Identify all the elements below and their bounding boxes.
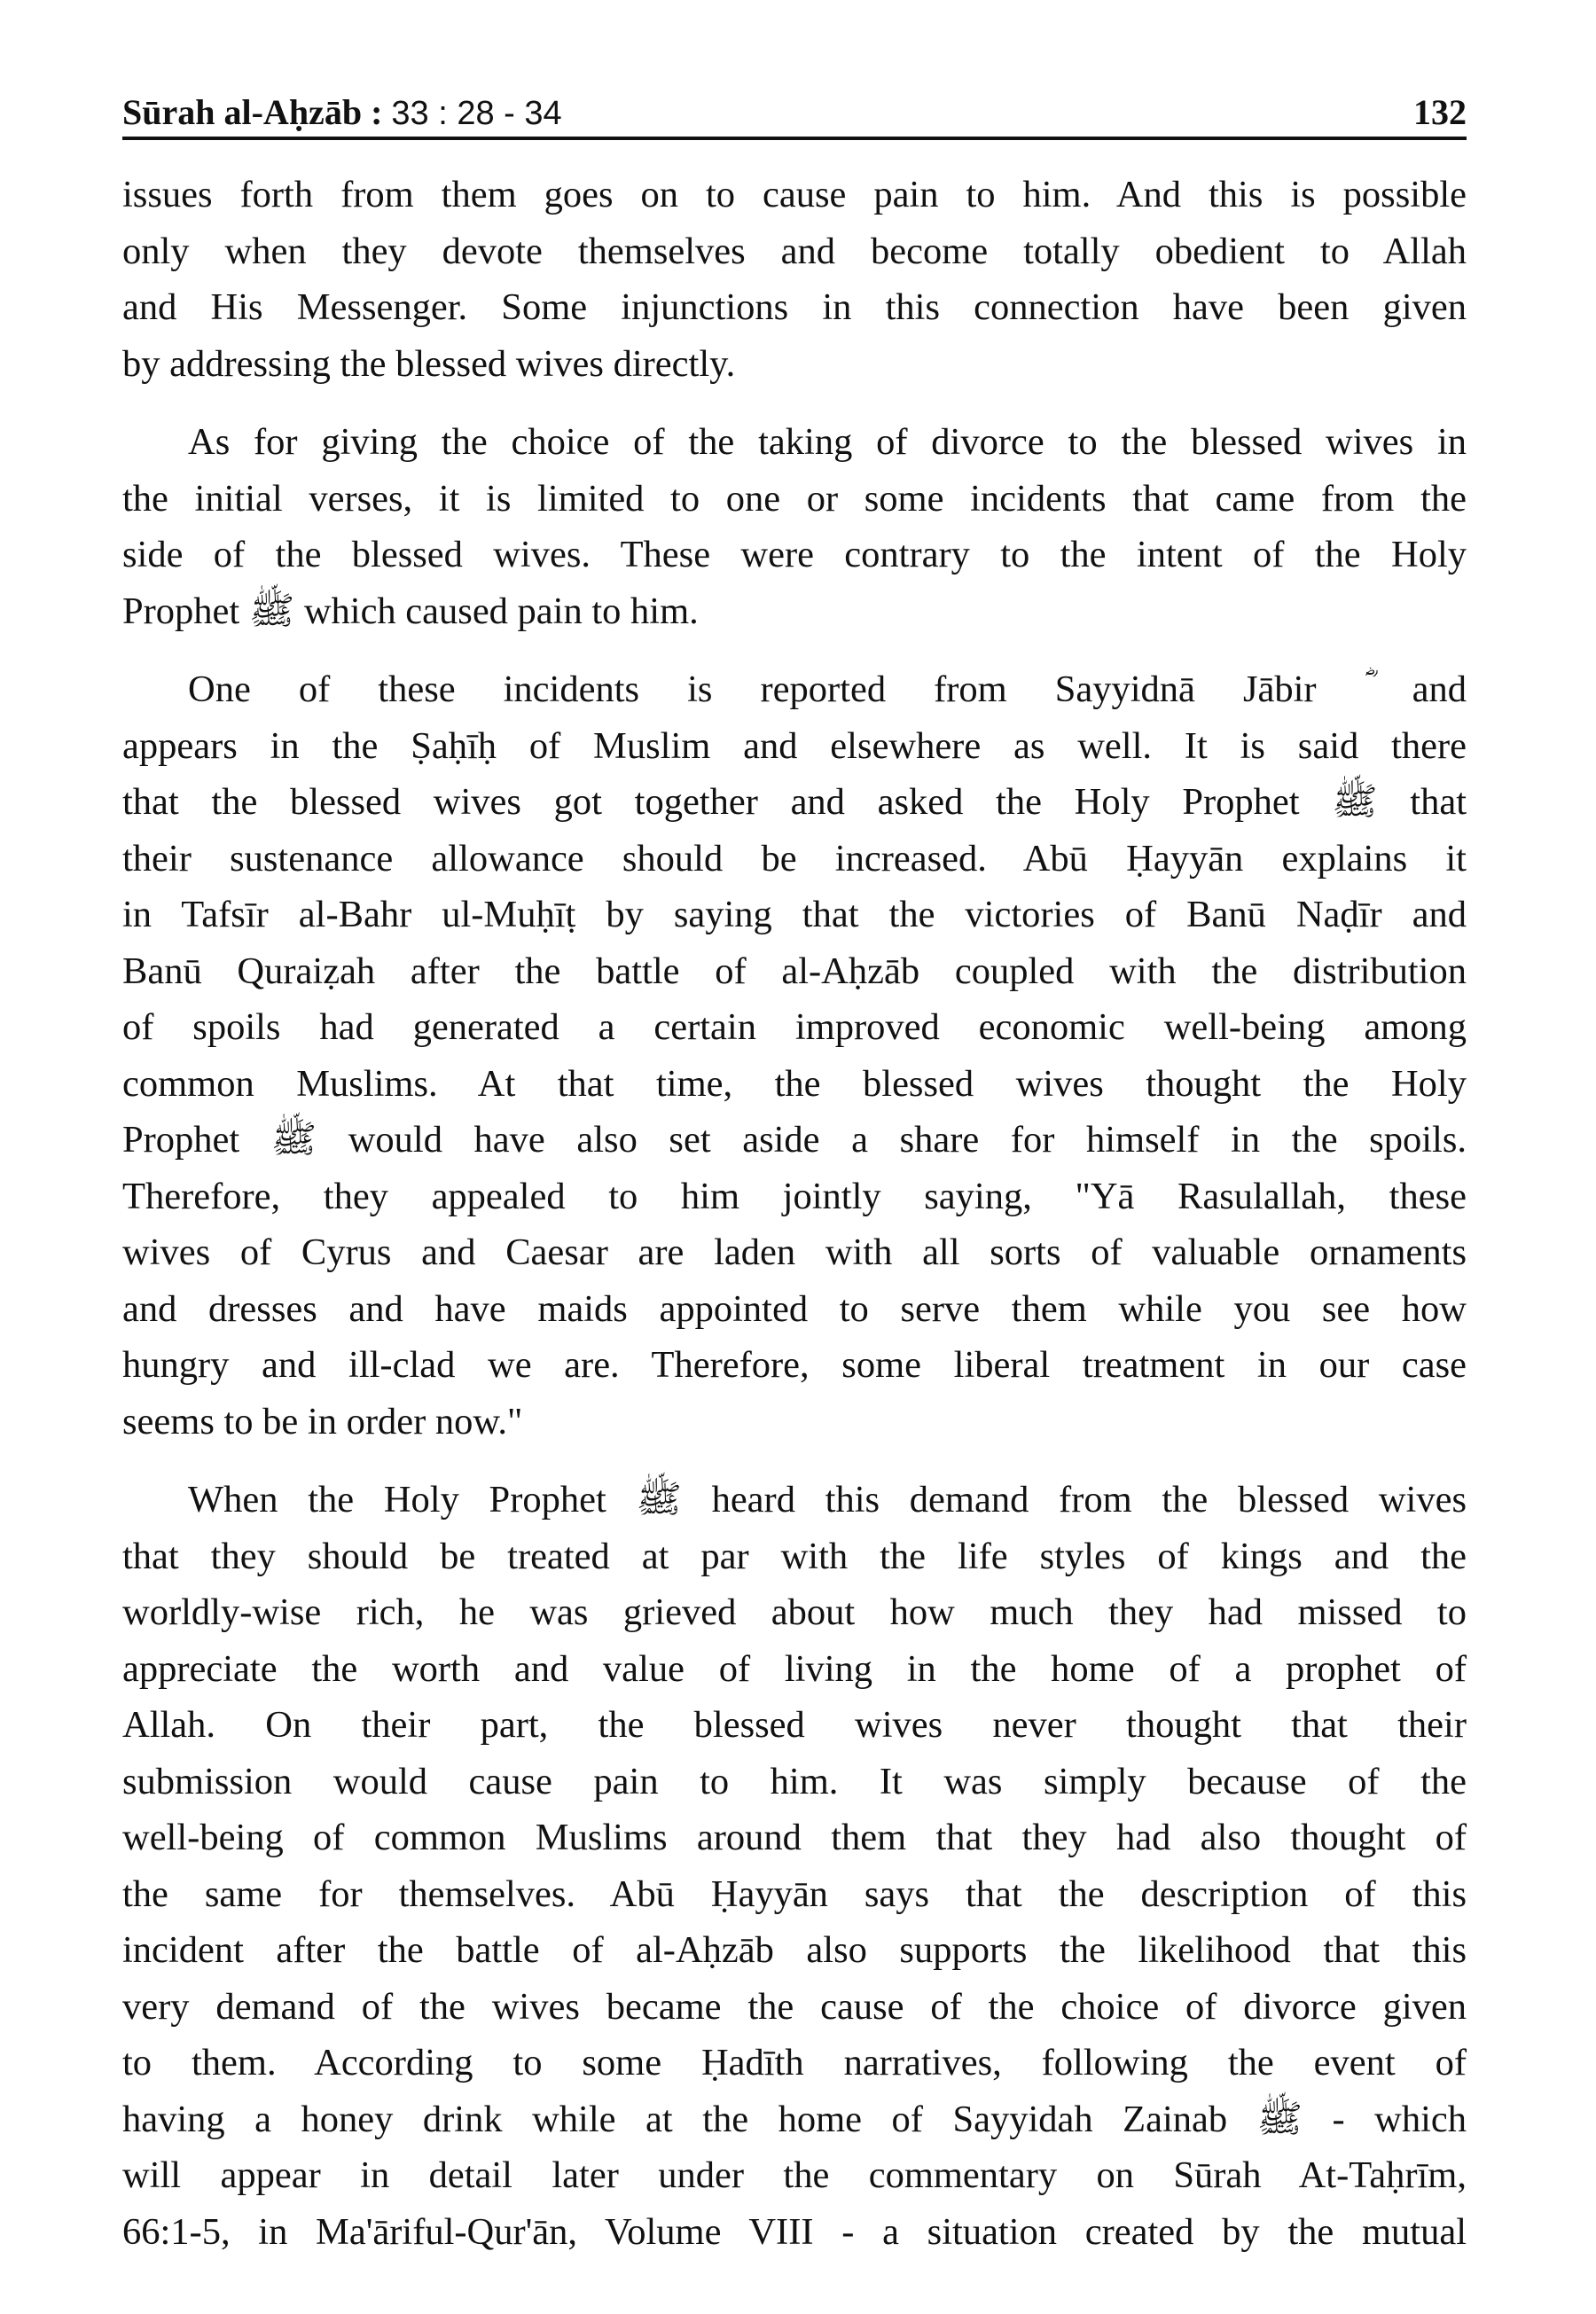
text-line: appreciate the worth and value of living in the home of a prophet of <box>122 1647 1467 1690</box>
text-line: the initial verses, it is limited to one or some incidents that came from the <box>122 477 1467 520</box>
text-line: in Tafsīr al-Bahr ul-Muḥīṭ by saying that the victories of Banū Naḍīr and <box>122 894 1467 935</box>
text-line: their sustenance allowance should be increased. Abū Ḥayyān explains it <box>122 837 1467 879</box>
paragraph-1 <box>122 167 1467 392</box>
text-line: and His Messenger. Some injunctions in this connection have been given <box>122 286 1467 328</box>
text-line: very demand of the wives became the cause of the choice of divorce given <box>122 1985 1467 2028</box>
text-line: incident after the battle of al-Aḥzāb also supports the likelihood that this <box>122 1929 1467 1971</box>
running-header <box>122 69 1467 133</box>
text-line: common Muslims. At that time, the blessed wives thought the Holy <box>122 1062 1467 1105</box>
text-line: wives of Cyrus and Caesar are laden with all sorts of valuable ornaments <box>122 1231 1467 1273</box>
text-line: that they should be treated at par with the life styles of kings and the <box>122 1535 1467 1577</box>
paragraph-3 <box>122 661 1467 1450</box>
text-line: that the blessed wives got together and asked the Holy Prophet ﷺ that <box>122 781 1467 823</box>
text-line: appears in the Ṣaḥīḥ of Muslim and elsewhere as well. It is said there <box>122 724 1467 767</box>
text-line: by addressing the blessed wives directly. <box>122 342 736 385</box>
paragraph-2 <box>122 414 1467 639</box>
text-line: Banū Quraiẓah after the battle of al-Aḥzāb coupled with the distribution <box>122 950 1467 992</box>
surah-title: Sūrah al-Aḥzāb <box>122 92 363 132</box>
text-line: side of the blessed wives. These were contrary to the intent of the Holy <box>122 534 1467 575</box>
text-line: well-being of common Muslims around them that they had also thought of <box>122 1817 1467 1858</box>
text-line: only when they devote themselves and become totally obedient to Allah <box>122 230 1467 272</box>
text-line: Prophet ﷺ would have also set aside a share for himself in the spoils. <box>122 1119 1467 1161</box>
text-line: Allah. On their part, the blessed wives never thought that their <box>122 1704 1467 1746</box>
text-line: submission would cause pain to him. It was simply because of the <box>122 1760 1467 1802</box>
header-left <box>122 91 562 133</box>
text-line: Therefore, they appealed to him jointly saying, "Yā Rasulallah, these <box>122 1175 1467 1217</box>
text-line: the same for themselves. Abū Ḥayyān says that the description of this <box>122 1872 1467 1915</box>
text-line: Prophet ﷺ which caused pain to him. <box>122 590 699 632</box>
chapter-verse-reference: 33 : 28 - 34 <box>391 95 562 132</box>
text-line: of spoils had generated a certain improved economic well-being among <box>122 1006 1467 1048</box>
text-line: hungry and ill-clad we are. Therefore, some liberal treatment in our case <box>122 1344 1467 1386</box>
header-separator: : <box>362 92 392 132</box>
text-line: to them. According to some Ḥadīth narratives, following the event of <box>122 2042 1467 2083</box>
header-rule <box>122 137 1467 140</box>
body-text <box>122 167 1467 2282</box>
page-number: 132 <box>1413 92 1467 132</box>
text-line: As for giving the choice of the taking of divorce to the blessed wives in <box>188 421 1467 463</box>
text-line: One of these incidents is reported from Sayyidnā Jābir ؓ and <box>188 668 1467 710</box>
text-line: issues forth from them goes on to cause pain to him. And this is possible <box>122 174 1467 215</box>
text-line: and dresses and have maids appointed to serve them while you see how <box>122 1287 1467 1330</box>
text-line: 66:1-5, in Ma'āriful-Qur'ān, Volume VIII - a situation created by the mutual <box>122 2210 1467 2253</box>
text-line: seems to be in order now." <box>122 1400 523 1442</box>
text-line: will appear in detail later under the commentary on Sūrah At-Taḥrīm, <box>122 2154 1467 2196</box>
paragraph-4 <box>122 1472 1467 2260</box>
text-line: worldly-wise rich, he was grieved about how much they had missed to <box>122 1591 1467 1633</box>
text-line: When the Holy Prophet ﷺ heard this demand from the blessed wives <box>188 1479 1467 1521</box>
text-line: having a honey drink while at the home of Sayyidah Zainab ﷺ - which <box>122 2098 1467 2140</box>
